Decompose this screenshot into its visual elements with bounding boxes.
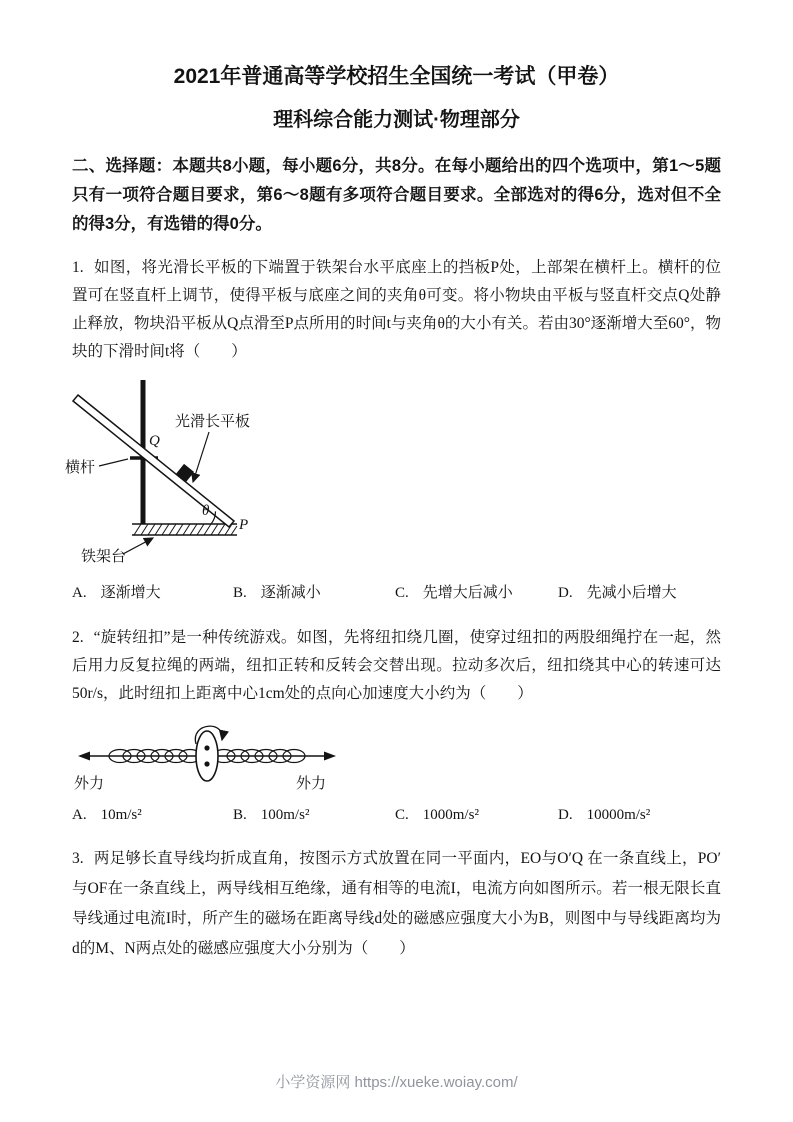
bar-label: 横杆 xyxy=(65,460,96,476)
stand-label-arrow xyxy=(123,538,153,554)
q1-option-a-text: 逐渐增大 xyxy=(100,585,161,601)
incline-diagram xyxy=(59,374,359,570)
button-hole-bottom xyxy=(204,761,209,766)
point-q-label: Q xyxy=(149,433,160,449)
button-spin-diagram xyxy=(72,718,342,796)
bar-label-pointer xyxy=(99,459,128,466)
point-p-label: P xyxy=(239,517,249,533)
q2-option-d xyxy=(558,804,721,826)
q2-option-a-text: 10m/s² xyxy=(100,807,142,823)
q2-option-a-label: A. xyxy=(72,807,87,823)
question-2-number: 2. xyxy=(72,629,84,646)
question-2 xyxy=(72,624,721,708)
q2-option-b-text: 100m/s² xyxy=(260,807,310,823)
q2-option-c-label: C. xyxy=(395,807,409,823)
button xyxy=(196,731,218,781)
board-label-arrow xyxy=(193,432,209,482)
button-hole-top xyxy=(204,745,209,750)
exam-title: 2021年普通高等学校招生全国统一考试（甲卷） xyxy=(173,65,620,88)
q1-option-c-label: C. xyxy=(395,585,409,601)
question-1-figure xyxy=(59,374,721,570)
question-2-figure xyxy=(72,718,721,796)
q2-option-c-text: 1000m/s² xyxy=(422,807,479,823)
question-1-number: 1. xyxy=(72,259,84,276)
q2-option-b-label: B. xyxy=(233,807,247,823)
q1-option-d xyxy=(558,582,721,604)
question-1-options xyxy=(72,582,721,604)
iron-stand-base xyxy=(132,524,237,535)
q2-option-d-text: 10000m/s² xyxy=(586,807,651,823)
left-arrowhead xyxy=(78,752,90,761)
q1-option-a xyxy=(72,582,233,604)
q2-option-d-label: D. xyxy=(558,807,573,823)
q1-option-d-text: 先减小后增大 xyxy=(586,585,677,601)
question-2-text: “旋转纽扣”是一种传统游戏。如图，先将纽扣绕几圈，使穿过纽扣的两股细绳拧在一起，然后用力反复拉绳的两端，纽扣正转和反转会交替出现。拉动多次后，纽扣绕其中心的转速可达50r/s，此时纽扣上距离中心1cm处的点向心加速度大小约为（ ） xyxy=(72,629,721,702)
base-hatching xyxy=(134,524,237,535)
page-footer: 小学资源网 https://xueke.woiay.com/ xyxy=(275,1074,518,1091)
question-1-text: 如图，将光滑长平板的下端置于铁架台水平底座上的挡板P处，上部架在横杆上。横杆的位置可在竖直杆上调节，使得平板与底座之间的夹角θ可变。将小物块由平板与竖直杆交点Q处静止释放，物块沿平板从Q点滑至P点所用的时间t与夹角θ的大小有关。若由30°逐渐增大至60°，物块的下滑时间t将（ ） xyxy=(72,259,721,360)
left-force-label: 外力 xyxy=(74,776,105,792)
board-label: 光滑长平板 xyxy=(175,414,251,430)
q1-option-b xyxy=(233,582,395,604)
q1-option-a-label: A. xyxy=(72,585,87,601)
q2-option-a xyxy=(72,804,233,826)
q1-option-d-label: D. xyxy=(558,585,573,601)
q1-option-c xyxy=(395,582,558,604)
exam-subtitle: 理科综合能力测试·物理部分 xyxy=(273,109,520,131)
question-3-number: 3. xyxy=(72,850,84,867)
angle-theta-label: θ xyxy=(202,503,210,519)
q2-option-b xyxy=(233,804,395,826)
right-force-label: 外力 xyxy=(296,776,327,792)
question-3-text: 两足够长直导线均折成直角，按图示方式放置在同一平面内，EO与O′Q 在一条直线上，PO′与OF在一条直线上，两导线相互绝缘，通有相等的电流I，电流方向如图所示。若一根无限长直导线通过电流I时，所产生的磁场在距离导线d处的磁感应强度大小为B，则图中与导线距离均为d的M、N两点处的磁感应强度大小分别为（ ） xyxy=(72,850,721,957)
question-2-options xyxy=(72,804,721,826)
q1-option-c-text: 先增大后减小 xyxy=(422,585,513,601)
section-instructions: 二、选择题：本题共8小题，每小题6分，共8分。在每小题给出的四个选项中，第1～5题只有一项符合题目要求，第6～8题有多项符合题目要求。全部选对的得6分，选对但不全的得3分，有选错的得0分。 xyxy=(72,157,721,233)
question-3 xyxy=(72,844,721,964)
q1-option-b-text: 逐渐减小 xyxy=(260,585,321,601)
question-1 xyxy=(72,254,721,366)
right-arrowhead xyxy=(324,752,336,761)
stand-label: 铁架台 xyxy=(81,549,127,565)
q1-option-b-label: B. xyxy=(233,585,247,601)
q2-option-c xyxy=(395,804,558,826)
